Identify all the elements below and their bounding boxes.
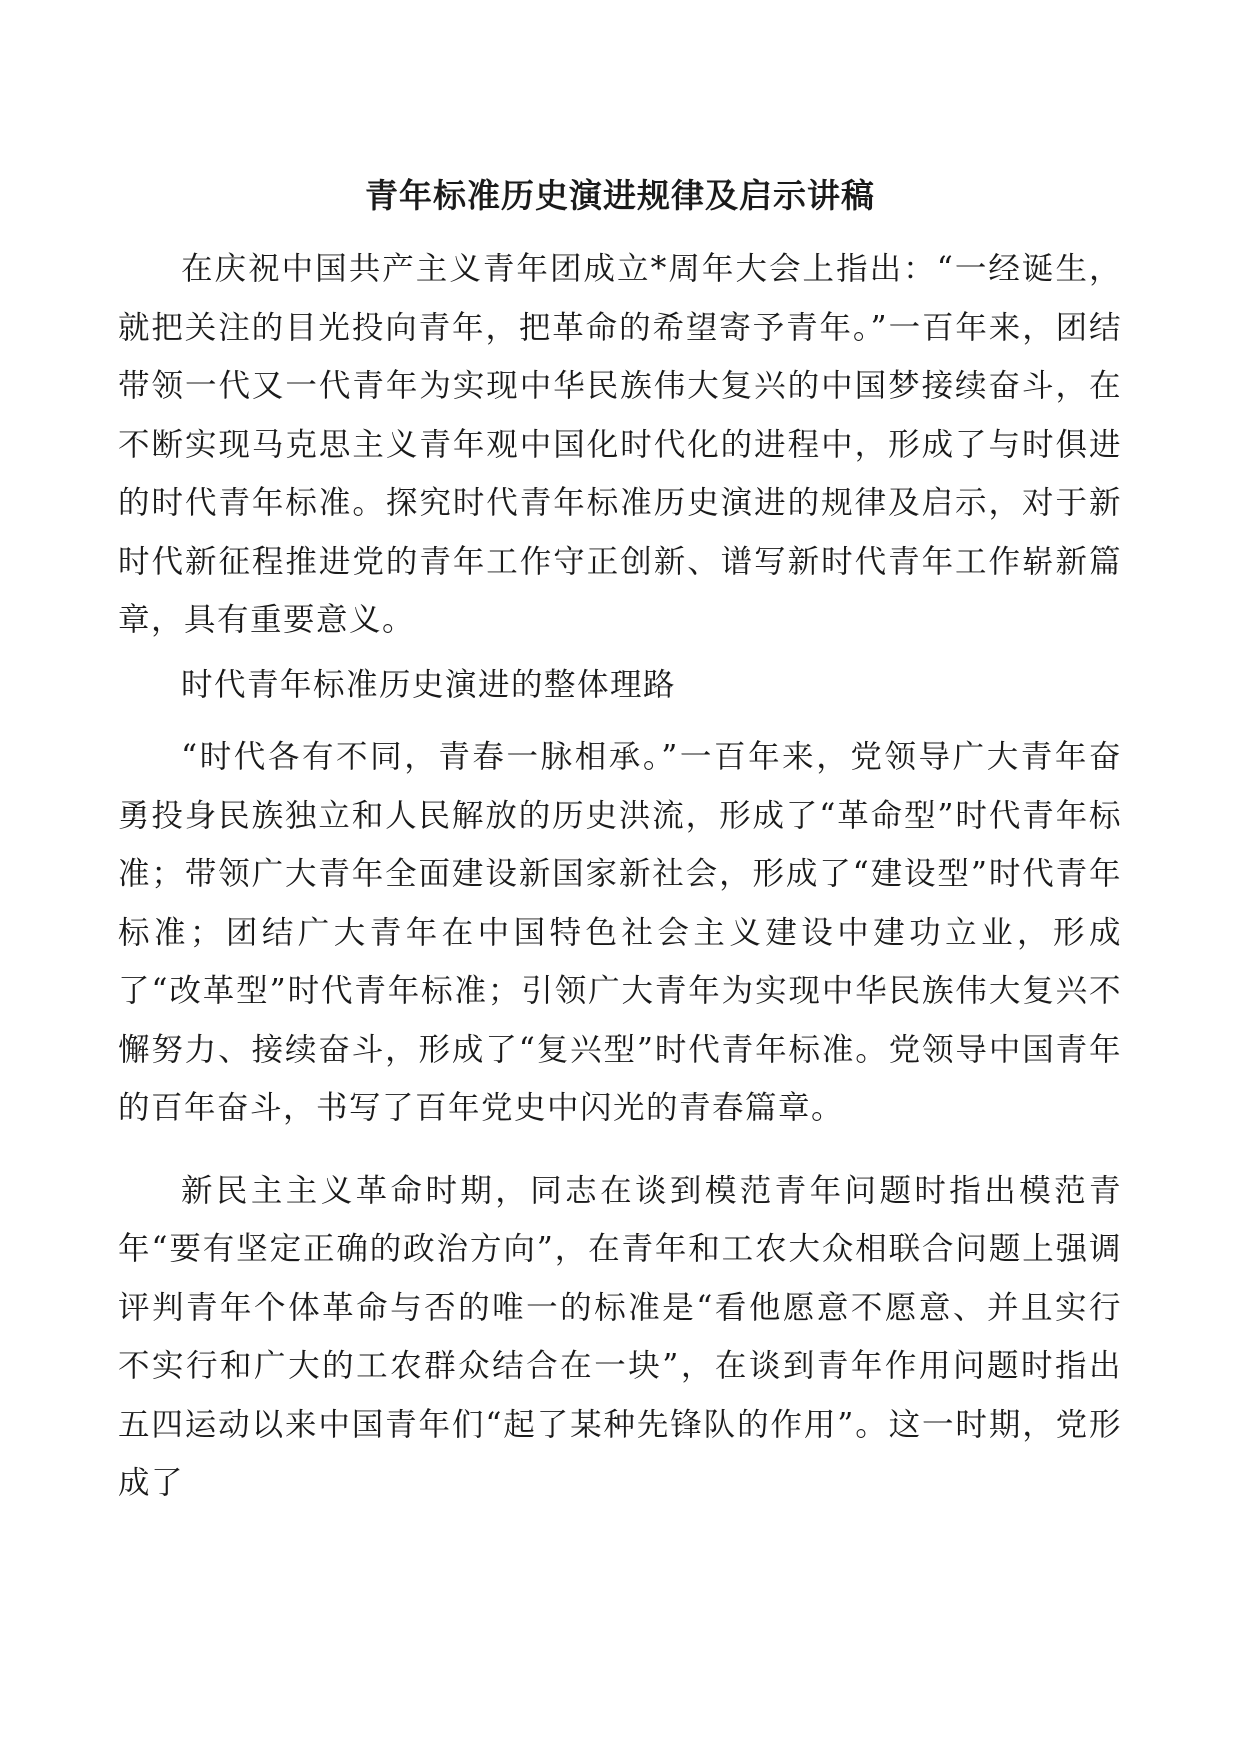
document-title: 青年标准历史演进规律及启示讲稿 [365, 176, 875, 215]
paragraph-intro: 在庆祝中国共产主义青年团成立*周年大会上指出：“一经诞生，就把关注的目光投向青年，把革命的希望寄予青年。”一百年来，团结带领一代又一代青年为实现中华民族伟大复兴的中国梦接续奋斗，在不断实现马克思主义青年观中国化时代化的进程中，形成了与时俱进的时代青年标准。探究时代青年标准历史演进的规律及启示，对于新时代新征程推进党的青年工作守正创新、谱写新时代青年工作崭新篇章，具有重要意义。 [118, 251, 1122, 638]
section-heading: 时代青年标准历史演进的整体理路 [181, 666, 677, 703]
paragraph-revolution-period: 新民主主义革命时期，同志在谈到模范青年问题时指出模范青年“要有坚定正确的政治方向”，在青年和工农大众相联合问题上强调评判青年个体革命与否的唯一的标准是“看他愿意不愿意、并且实行不实行和广大的工农群众结合在一块”，在谈到青年作用问题时指出五四运动以来中国青年们“起了某种先锋队的作用”。这一时期，党形成了 [118, 1172, 1122, 1501]
paragraph-overview: “时代各有不同，青春一脉相承。”一百年来，党领导广大青年奋勇投身民族独立和人民解放的历史洪流，形成了“革命型”时代青年标准；带领广大青年全面建设新国家新社会，形成了“建设型”时代青年标准；团结广大青年在中国特色社会主义建设中建功立业，形成了“改革型”时代青年标准；引领广大青年为实现中华民族伟大复兴不懈努力、接续奋斗，形成了“复兴型”时代青年标准。党领导中国青年的百年奋斗，书写了百年党史中闪光的青春篇章。 [118, 739, 1122, 1126]
document-body [118, 240, 1122, 1513]
